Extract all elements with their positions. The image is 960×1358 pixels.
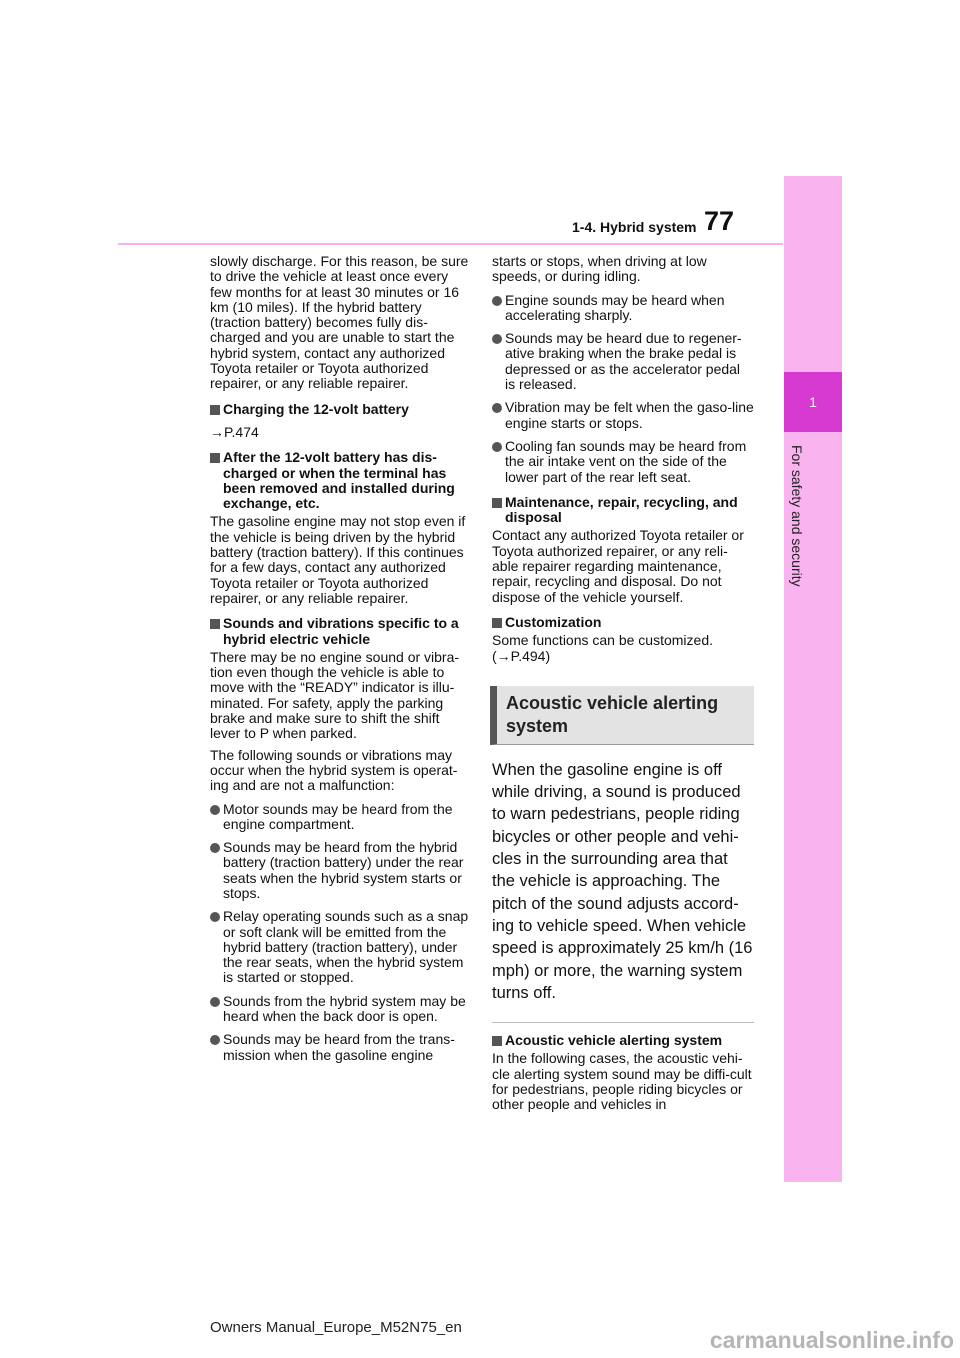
- list-item: Motor sounds may be heard from the engine compartment.: [210, 802, 470, 833]
- list-item: Sounds may be heard from the trans-mission when the gasoline engine: [210, 1032, 470, 1063]
- right-column: [492, 254, 754, 1119]
- list-item: Vibration may be felt when the gaso-line engine starts or stops.: [492, 400, 754, 431]
- list-item: Relay operating sounds such as a snap or soft clank will be emitted from the hybrid battery (traction battery), under the rear seats, when the hybrid system is started or stopped.: [210, 909, 470, 985]
- intro-paragraph: slowly discharge. For this reason, be sure to drive the vehicle at least once every few months for at least 30 minutes or 16 km (10 miles). If the hybrid battery (traction battery) becomes fully dis-charged and you are unable to start the hybrid system, contact any authorized Toyota retailer or Toyota authorized repairer, or any reliable repairer.: [210, 253, 469, 392]
- footer-text: Owners Manual_Europe_M52N75_en: [210, 1319, 462, 1336]
- list-item: Cooling fan sounds may be heard from the air intake vent on the side of the lower part of the rear left seat.: [492, 439, 754, 485]
- customization-paragraph: Some functions can be customized. (→P.494): [492, 632, 714, 664]
- continuation-text: starts or stops, when driving at low speeds, or during idling.: [492, 253, 707, 285]
- maintenance-paragraph: Contact any authorized Toyota retailer or Toyota authorized repairer, or any reli-able repairer regarding maintenance, repair, recycling and disposal. Do not dispose of the vehicle yourself.: [492, 527, 744, 605]
- chapter-label: For safety and security: [789, 445, 805, 587]
- maintenance-heading: Maintenance, repair, recycling, and disposal: [492, 495, 754, 526]
- divider: [492, 1022, 754, 1023]
- sounds-heading: Sounds and vibrations specific to a hybrid electric vehicle: [210, 616, 470, 647]
- list-item: Engine sounds may be heard when accelerating sharply.: [492, 293, 754, 324]
- header-rule: [118, 243, 783, 245]
- after-discharge-paragraph: The gasoline engine may not stop even if the vehicle is being driven by the hybrid battery (traction battery). If this continues for a few days, contact any authorized Toyota retailer or Toyota authorized repairer, or any reliable repairer.: [210, 513, 466, 606]
- sounds-paragraph-1: There may be no engine sound or vibra-tion even though the vehicle is able to move with the “READY” indicator is illu-minated. For safety, apply the parking brake and make sure to shift the shift lever to P when parked.: [210, 648, 460, 742]
- charging-reference-link[interactable]: →P.474: [210, 423, 259, 440]
- list-item: Sounds may be heard due to regener-ative braking when the brake pedal is depressed or as the accelerator pedal is released.: [492, 331, 754, 392]
- avas-heading: Acoustic vehicle alerting system: [492, 1033, 754, 1048]
- list-item: Sounds from the hybrid system may be heard when the back door is open.: [210, 994, 470, 1025]
- watermark: carmanualsonline.info: [709, 1327, 954, 1353]
- customization-heading: Customization: [492, 615, 754, 630]
- avas-intro-paragraph: When the gasoline engine is off while driving, a sound is produced to warn pedestrians, people riding bicycles or other people and vehi-cles in the surrounding area that the vehicle is approaching. The pitch of the sound adjusts accord-ing to vehicle speed. When vehicle speed is approximately 25 km/h (16 mph) or more, the warning system turns off.: [492, 760, 753, 1002]
- avas-paragraph: In the following cases, the acoustic vehi-cle alerting system sound may be diffi-cult for pedestrians, people riding bicycles or other people and vehicles in: [492, 1050, 752, 1113]
- after-discharge-heading: After the 12-volt battery has dis-charged or when the terminal has been removed and installed during exchange, etc.: [210, 450, 470, 511]
- section-title: 1-4. Hybrid system: [572, 219, 697, 235]
- sounds-paragraph-2: The following sounds or vibrations may occur when the hybrid system is operat-ing and are not a malfunction:: [210, 746, 458, 794]
- chapter-side-tab: [784, 176, 842, 1182]
- chapter-number: 1: [784, 372, 842, 432]
- charging-heading: Charging the 12-volt battery: [210, 402, 470, 417]
- left-column: [210, 254, 470, 1071]
- page-number: 77: [704, 206, 735, 236]
- section-box-title: Acoustic vehicle alerting system: [490, 686, 754, 745]
- list-item: Sounds may be heard from the hybrid battery (traction battery) under the rear seats when the hybrid system starts or stops.: [210, 840, 470, 901]
